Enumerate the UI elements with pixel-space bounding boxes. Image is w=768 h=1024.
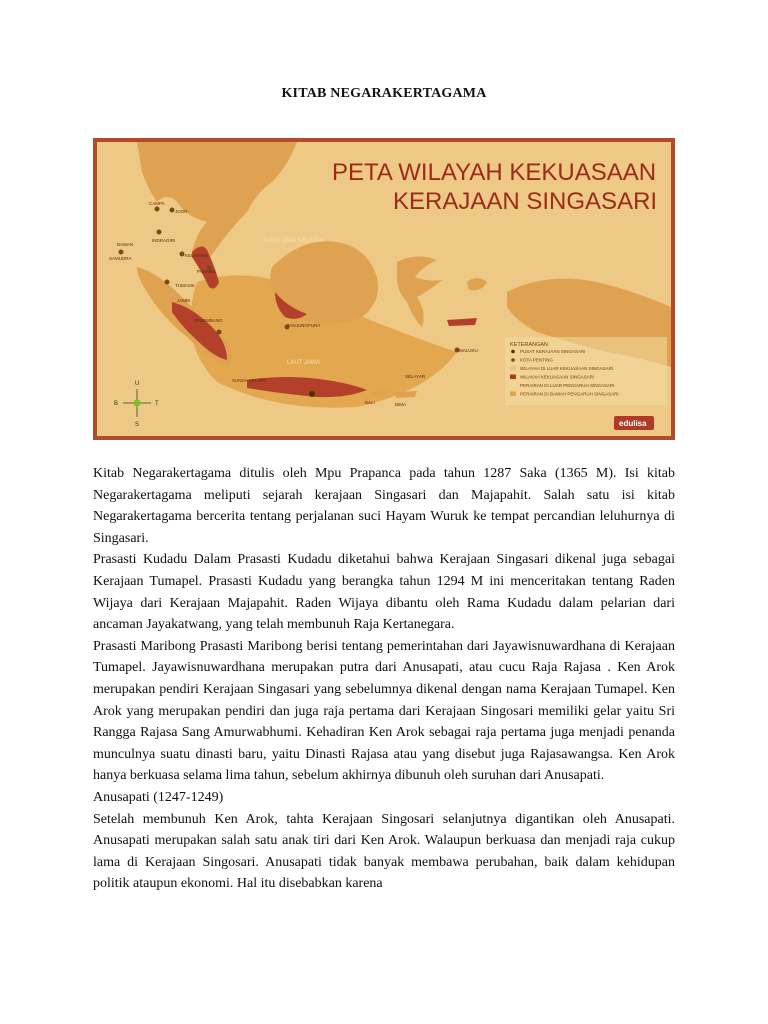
city-marker bbox=[180, 252, 185, 257]
compass-south: S bbox=[135, 422, 140, 428]
place-label: SELAYAR bbox=[405, 374, 426, 379]
legend-label: PERAIRAN DI BAWAH PENGARUH SINGASARI bbox=[520, 391, 619, 397]
legend-swatch bbox=[510, 383, 516, 388]
place-label: BIMA bbox=[395, 402, 407, 407]
place-label: PAHANG bbox=[197, 269, 216, 274]
place-label: SUNDA KELAPA bbox=[232, 378, 266, 383]
section-heading: Anusapati (1247-1249) bbox=[93, 789, 224, 805]
city-marker bbox=[217, 330, 222, 335]
compass-west: B bbox=[114, 401, 119, 407]
legend-swatch bbox=[510, 392, 516, 397]
logo-text: edulisa bbox=[619, 419, 647, 428]
legend-swatch bbox=[510, 375, 516, 380]
place-label: SAMUDRA bbox=[109, 256, 132, 261]
capital-marker bbox=[309, 391, 315, 397]
legend-label: PUSAT KERAJAAN SINGASARI bbox=[520, 349, 586, 354]
map-figure bbox=[93, 138, 675, 440]
place-label: PALEMBANG bbox=[195, 318, 223, 323]
document-title: KITAB NEGARAKERTAGAMA bbox=[281, 86, 487, 101]
city-marker bbox=[157, 230, 162, 235]
map-legend bbox=[505, 337, 667, 405]
place-label: TUMASIK bbox=[175, 283, 196, 288]
place-label: KELANTAN bbox=[185, 253, 209, 258]
city-marker bbox=[119, 250, 124, 255]
map-heading-line1: PETA WILAYAH KEKUASAAN bbox=[332, 159, 657, 186]
paragraph: Kitab Negarakertagama ditulis oleh Mpu Prapanca pada tahun 1287 Saka (1365 M). Isi kitab Negarakertagama meliputi sejarah kerajaan Singasari dan Majapahit. Salah satu isi kitab Negarakertagama bercerita tentang perjalanan suci Hayam Wuruk ke tempat percandian leluhurnya di Singasari. bbox=[93, 466, 675, 546]
compass-north: U bbox=[135, 381, 140, 387]
paragraph: Setelah membunuh Ken Arok, tahta Kerajaan Singosari selanjutnya digantikan oleh Anusapati. Anusapati merupakan salah satu anak tiri dari Ken Arok. Walaupun berkuasa dan menjadi raja cukup lama di Kerajaan Singosari. Anusapati tidak banyak membawa perubahan, baik dalam kehidupan politik ataupun ekonomi. Hal itu disebabkan karena bbox=[93, 811, 675, 892]
legend-swatch bbox=[511, 350, 515, 354]
place-label: MALUKU bbox=[459, 348, 478, 353]
legend-label: WILAYAH KEKUASAAN SINGASARI bbox=[520, 374, 595, 380]
place-label: TANJUNGPURA bbox=[287, 323, 321, 328]
legend-label: KOTA PENTING bbox=[520, 357, 553, 363]
body-text bbox=[93, 463, 675, 895]
place-label: BAWAN bbox=[117, 242, 134, 247]
city-marker bbox=[170, 208, 175, 213]
place-label: CAMPA bbox=[149, 201, 165, 206]
compass-east: T bbox=[155, 401, 159, 407]
map-heading-line2: KERAJAAN SINGASARI bbox=[393, 188, 658, 215]
legend-swatch bbox=[510, 366, 516, 371]
city-marker bbox=[165, 280, 170, 285]
city-marker bbox=[155, 207, 160, 212]
paragraph: Prasasti Maribong Prasasti Maribong berisi tentang pemerintahan dari Jayawisnuwardhana di Kerajaan Tumapel. Jayawisnuwardhana merupakan putra dari Anusapati, atau cucu Raja Rajasa . Ken Arok merupakan pendiri Kerajaan Singasari yang sebelumnya dikenal dengan nama Kerajaan Tumapel. Ken Arok yang merupakan pendiri dan juga raja pertama dari Kerajaan Singosari memiliki gelar yaitu Sri Rangga Rajasa Sang Amurwabhumi. Kehadiran Ken Arok sebagai raja pertama juga menjadi penanda munculnya suatu dinasti baru, yaitu Dinasti Rajasa atau yang disebut juga Rajasawangsa. Ken Arok hanya berkuasa selama lima tahun, sebelum akhirnya dibunuh oleh suruhan dari Anusapati. bbox=[93, 638, 675, 784]
place-label: JAMBI bbox=[177, 298, 191, 303]
place-label: BALI bbox=[365, 400, 375, 405]
sea-label: LAUT CINA SELATAN bbox=[265, 238, 325, 244]
singasari-map bbox=[97, 142, 671, 436]
legend-label: WILAYAH DI LUAR KEKUASAAN SINGASARI bbox=[520, 366, 614, 371]
legend-title: KETERANGAN bbox=[510, 342, 548, 348]
paragraph: Prasasti Kudadu Dalam Prasasti Kudadu diketahui bahwa Kerajaan Singasari dikenal juga sebagai Kerajaan Tumapel. Prasasti Kudadu yang berangka tahun 1294 M ini menceritakan tentang Raden Wijaya dari Kerajaan Majapahit. Raden Wijaya dibantu oleh Rama Kudadu dalam pelarian dari ancaman Jayakatwang, yang telah membunuh Raja Kertanegara. bbox=[93, 552, 675, 633]
place-label: INDRAGIRI bbox=[152, 238, 176, 243]
legend-label: PERAIRAN DI LUAR PENGARUH SINGASARI bbox=[520, 383, 615, 388]
sea-label: LAUT JAWA bbox=[287, 360, 321, 366]
legend-swatch bbox=[511, 358, 515, 362]
place-label: JOOR bbox=[175, 209, 188, 214]
edulisa-logo bbox=[614, 416, 654, 430]
